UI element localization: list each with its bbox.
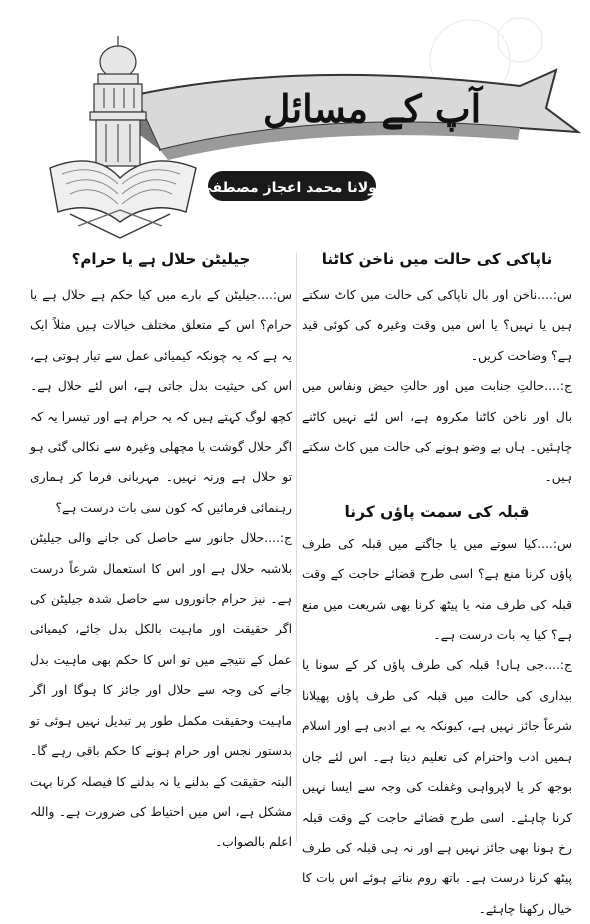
minaret-illustration [90,36,146,166]
article-heading-nail-cutting: ناپاکی کی حالت میں ناخن کاٹنا [321,250,553,268]
question-paragraph: س:....جیلیٹن کے بارے میں کیا حکم ہے حلال ہے یا حرام؟ اس کے متعلق مختلف خیالات ہیں مثلاً ایک یہ ہے کہ یہ چونکہ کیمیائی عمل سے تیار ہوتی ہے، اس کی حیثیت بدل جاتی ہے، اس لئے حلال ہے۔ کچھ لوگ کہتے ہیں کہ یہ حرام ہے اور تیسرا یہ کہ اگر حلال گوشت یا مچھلی وغیرہ سے نکالی گئی ہو تو حلال ہے ورنہ نہیں۔ مہربانی فرما کر ہماری رہنمائی فرمائیں کہ کون سی بات درست ہے؟ [30,288,292,515]
header-title: آپ کے مسائل [262,86,482,131]
column-divider [296,252,297,842]
article-heading-qibla: قبلہ کی سمت پاؤں کرنا [344,502,530,521]
author-name: مولانا محمد اعجاز مصطفیٰ [198,180,386,196]
answer-paragraph: ج:....حلال جانور سے حاصل کی جانے والی جیلیٹن بلاشبہ حلال ہے اور اس کا استعمال شرعاً درست ہے۔ نیز حرام جانوروں سے حاصل شدہ جیلیٹن کی اگر حقیقت اور ماہیت بالکل بدل جائے، کیمیائی عمل کے نتیجے میں تو اس کا حکم بھی ماہیت بدل جانے کی وجہ سے حلال اور جائز کا ہوگا اور اگر ماہیت وحقیقت مکمل طور پر تبدیل نہیں ہوئی تو بدستور نجس اور حرام ہونے کا حکم باقی رہے گا۔ البتہ حقیقت کے بدلنے یا نہ بدلنے کا فیصلہ کرنا بہت مشکل ہے، اس میں احتیاط کی ضرورت ہے۔ واللہ اعلم بالصواب۔ [30,531,292,850]
header-banner [0,0,590,240]
question-paragraph: س:....ناخن اور بال ناپاکی کی حالت میں کاٹ سکتے ہیں یا نہیں؟ یا اس میں وقت وغیرہ کی کوئی قید ہے؟ وضاحت کریں۔ [302,288,572,363]
answer-paragraph: ج:....حالتِ جنابت میں اور حالتِ حیض ونفاس میں بال اور ناخن کاٹنا مکروہ ہے، اس لئے نہیں کاٹنے چاہئیں۔ ہاں بے وضو ہونے کی حالت میں کاٹ سکتے ہیں۔ [302,379,572,485]
left-column [30,246,292,858]
article-heading-gelatin: جیلیٹن حلال ہے یا حرام؟ [71,250,251,268]
answer-paragraph: ج:....جی ہاں! قبلہ کی طرف پاؤں کر کے سونا یا بیداری کی حالت میں قبلہ کی طرف پاؤں پھیلانا شرعاً جائز نہیں ہے، کیونکہ یہ بے ادبی ہے اور اسلام ہمیں ادب واحترام کی تعلیم دیتا ہے۔ اس لئے جان بوجھ کر یا لاپرواہی وغفلت کی وجہ سے ایسا نہیں کرنا چاہئے۔ اسی طرح قضائے حاجت کے وقت قبلہ رخ ہونا بھی جائز نہیں ہے اور نہ ہی قبلہ کی طرف پیٹھ کرنا درست ہے۔ باتھ روم بناتے ہوئے اس بات کا خیال رکھنا چاہئے۔ [302,658,572,916]
right-column [302,246,572,924]
open-book-illustration [50,161,196,238]
question-paragraph: س:....کیا سوتے میں یا جاگتے میں قبلہ کی طرف پاؤں کرنا منع ہے؟ اسی طرح قضائے حاجت کے وقت قبلہ کی طرف منہ یا پیٹھ کرنا بھی شریعت میں منع ہے؟ کیا یہ بات درست ہے۔ [302,536,572,643]
